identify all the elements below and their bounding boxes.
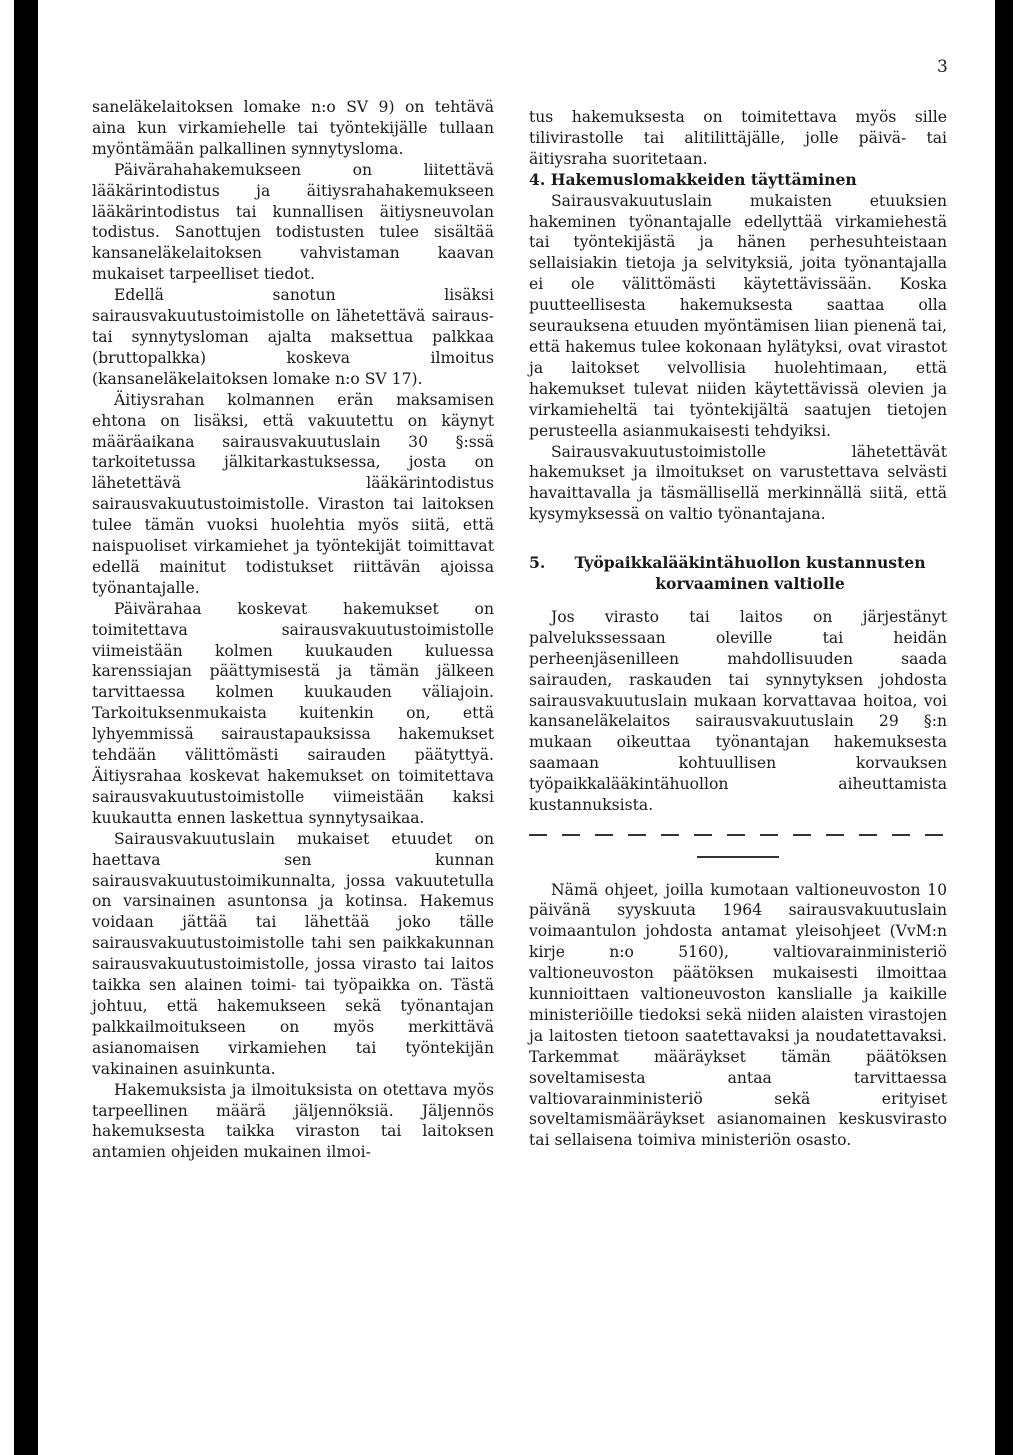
dash (760, 834, 778, 836)
dash (892, 834, 910, 836)
scan-border-left (14, 0, 38, 1455)
left-paragraph-4: Äitiysrahan kolmannen erän maksamisen ehtona on lisäksi, että vakuutettu on käynyt määräaikana sairausvakuutuslain 30 §:ssä tarkoitetussa jälkitarkastuksessa, josta on lähetettävä lääkärintodistus sairausvakuutustoimistolle. Viraston tai laitoksen tulee tämän vuoksi huolehtia myös siitä, että naispuoliset virkamiehet ja työntekijät toimittavat edellä mainitut todistukset riittävän ajoissa työnantajalle. (92, 390, 494, 597)
left-paragraph-1: saneläkelaitoksen lomake n:o SV 9) on tehtävä aina kun virkamiehelle tai työntekijälle tullaan myöntämään palkallinen synnytysloma. (92, 98, 494, 158)
right-column (529, 107, 947, 1151)
left-paragraph-3: Edellä sanotun lisäksi sairausvakuutustoimistolle on lähetettävä sairaus- tai synnytysloman ajalta maksettua palkkaa (bruttopalkka) koskeva ilmoitus (kansaneläkelaitoksen lomake n:o SV 17). (92, 286, 494, 388)
right-paragraph-3: Sairausvakuutustoimistolle lähetettävät hakemukset ja ilmoitukset on varustettava selvästi havaittavalla ja täsmällisellä merkinnällä siitä, että kysymyksessä on valtio työnantajana. (529, 442, 947, 524)
left-column (92, 97, 494, 1163)
dash (826, 834, 844, 836)
dash (793, 834, 811, 836)
scan-border-right (995, 0, 1013, 1455)
section-4-heading: 4. Hakemuslomakkeiden täyttäminen (529, 169, 857, 189)
right-paragraph-5: Nämä ohjeet, joilla kumotaan valtioneuvoston 10 päivänä syyskuuta 1964 sairausvakuutuslain voimaantulon johdosta antamat yleisohjeet (VvM:n kirje n:o 5160), valtiovarainministeriö valtioneuvoston päätöksen mukaisesti ilmoittaa kunnioittaen valtioneuvoston kanslialle ja kaikille ministeriöille tiedoksi sekä niiden alaisten virastojen ja laitosten tietoon saatettavaksi ja noudatettavaksi. Tarkemmat määräykset tämän päätöksen soveltamisesta antaa tarvittaessa valtiovarainministeriö sekä erityiset soveltamismääräykset asianomainen keskusvirasto tai sellaisena toimiva ministeriön osasto. (529, 880, 947, 1150)
dash (727, 834, 745, 836)
dash (628, 834, 646, 836)
left-paragraph-2: Päivärahahakemukseen on liitettävä lääkärintodistus ja äitiysrahahakemukseen lääkärintodistus tai kunnallisen äitiysneuvolan todistus. Sanottujen todistusten tulee sisältää kansaneläkelaitoksen vahvistaman kaavan mukaiset tarpeelliset tiedot. (92, 160, 494, 284)
page-number: 3 (937, 57, 948, 77)
left-paragraph-6: Sairausvakuutuslain mukaiset etuudet on haettava sen kunnan sairausvakuutustoimikunnalta, jossa vakuutetulla on varsinainen asuntonsa ja kotinsa. Hakemus voidaan jättää tai lähettää joko tälle sairausvakuutustoimistolle tahi sen paikkakunnan sairausvakuutustoimistolle, jossa virasto tai laitos taikka sen alainen toimi- tai työpaikka on. Tästä johtuu, että hakemukseen sekä työnantajan palkkailmoitukseen on myös merkittävä asianomaisen virkamiehen tai työntekijän vakinainen asuinkunta. (92, 829, 494, 1078)
dash (925, 834, 943, 836)
dash (562, 834, 580, 836)
section-5-number: 5. (529, 553, 546, 573)
right-paragraph-1: tus hakemuksesta on toimitettava myös sille tilivirastolle tai alitilittäjälle, jolle päivä- tai äitiysraha suoritetaan. (529, 108, 947, 168)
section-5-title: Työpaikkalääkintähuollon kustannusten korvaaminen valtiolle (574, 553, 926, 594)
dash (859, 834, 877, 836)
dash (595, 834, 613, 836)
dash (694, 834, 712, 836)
dash (529, 834, 547, 836)
left-paragraph-5: Päivärahaa koskevat hakemukset on toimitettava sairausvakuutustoimistolle viimeistään kolmen kuukauden kuluessa karenssiajan päättymisestä ja tämän jälkeen tarvittaessa kolmen kuukauden väliajoin. Tarkoituksenmukaista kuitenkin on, että lyhyemmissä sairaustapauksissa hakemukset tehdään välittömästi sairauden päätyttyä. Äitiysrahaa koskevat hakemukset on toimitettava sairausvakuutustoimistolle viimeistään kaksi kuukautta ennen laskettua synnytysaikaa. (92, 599, 494, 827)
right-paragraph-2: Sairausvakuutuslain mukaisten etuuksien hakeminen työnantajalle edellyttää virkamiehestä tai työntekijästä ja hänen perhesuhteistaan sellaisiakin tietoja ja selvityksiä, joita työnantajalla ei ole välittömästi käytettävissään. Koska puutteellisesta hakemuksesta saattaa olla seurauksena etuuden myöntämisen liian pienenä tai, että hakemus tulee kokonaan hylätyksi, ovat virastot ja laitokset velvollisia huolehtimaan, että hakemukset tulevat niiden käytettävissä olevien ja virkamieheltä tai työntekijältä saatujen tietojen perusteella asianmukaisesti tehdyiksi. (529, 191, 947, 440)
left-paragraph-7: Hakemuksista ja ilmoituksista on otettava myös tarpeellinen määrä jäljennöksiä. Jäljennös hakemuksesta taikka viraston tai laitoksen antamien ohjeiden mukainen ilmoi- (92, 1080, 494, 1162)
dashed-separator (529, 834, 947, 836)
section-5-heading (529, 553, 947, 595)
dash (661, 834, 679, 836)
right-paragraph-4: Jos virasto tai laitos on järjestänyt palvelukssessaan oleville tai heidän perheenjäsenilleen mahdollisuuden saada sairauden, raskauden tai synnytyksen johdosta sairausvakuutuslain mukaan korvattavaa hoitoa, voi kansaneläkelaitos sairausvakuutuslain 29 §:n mukaan oikeuttaa työnantajan hakemuksesta saamaan kohtuullisen korvauksen työpaikkalääkintähuollon aiheuttamista kustannuksista. (529, 607, 947, 815)
